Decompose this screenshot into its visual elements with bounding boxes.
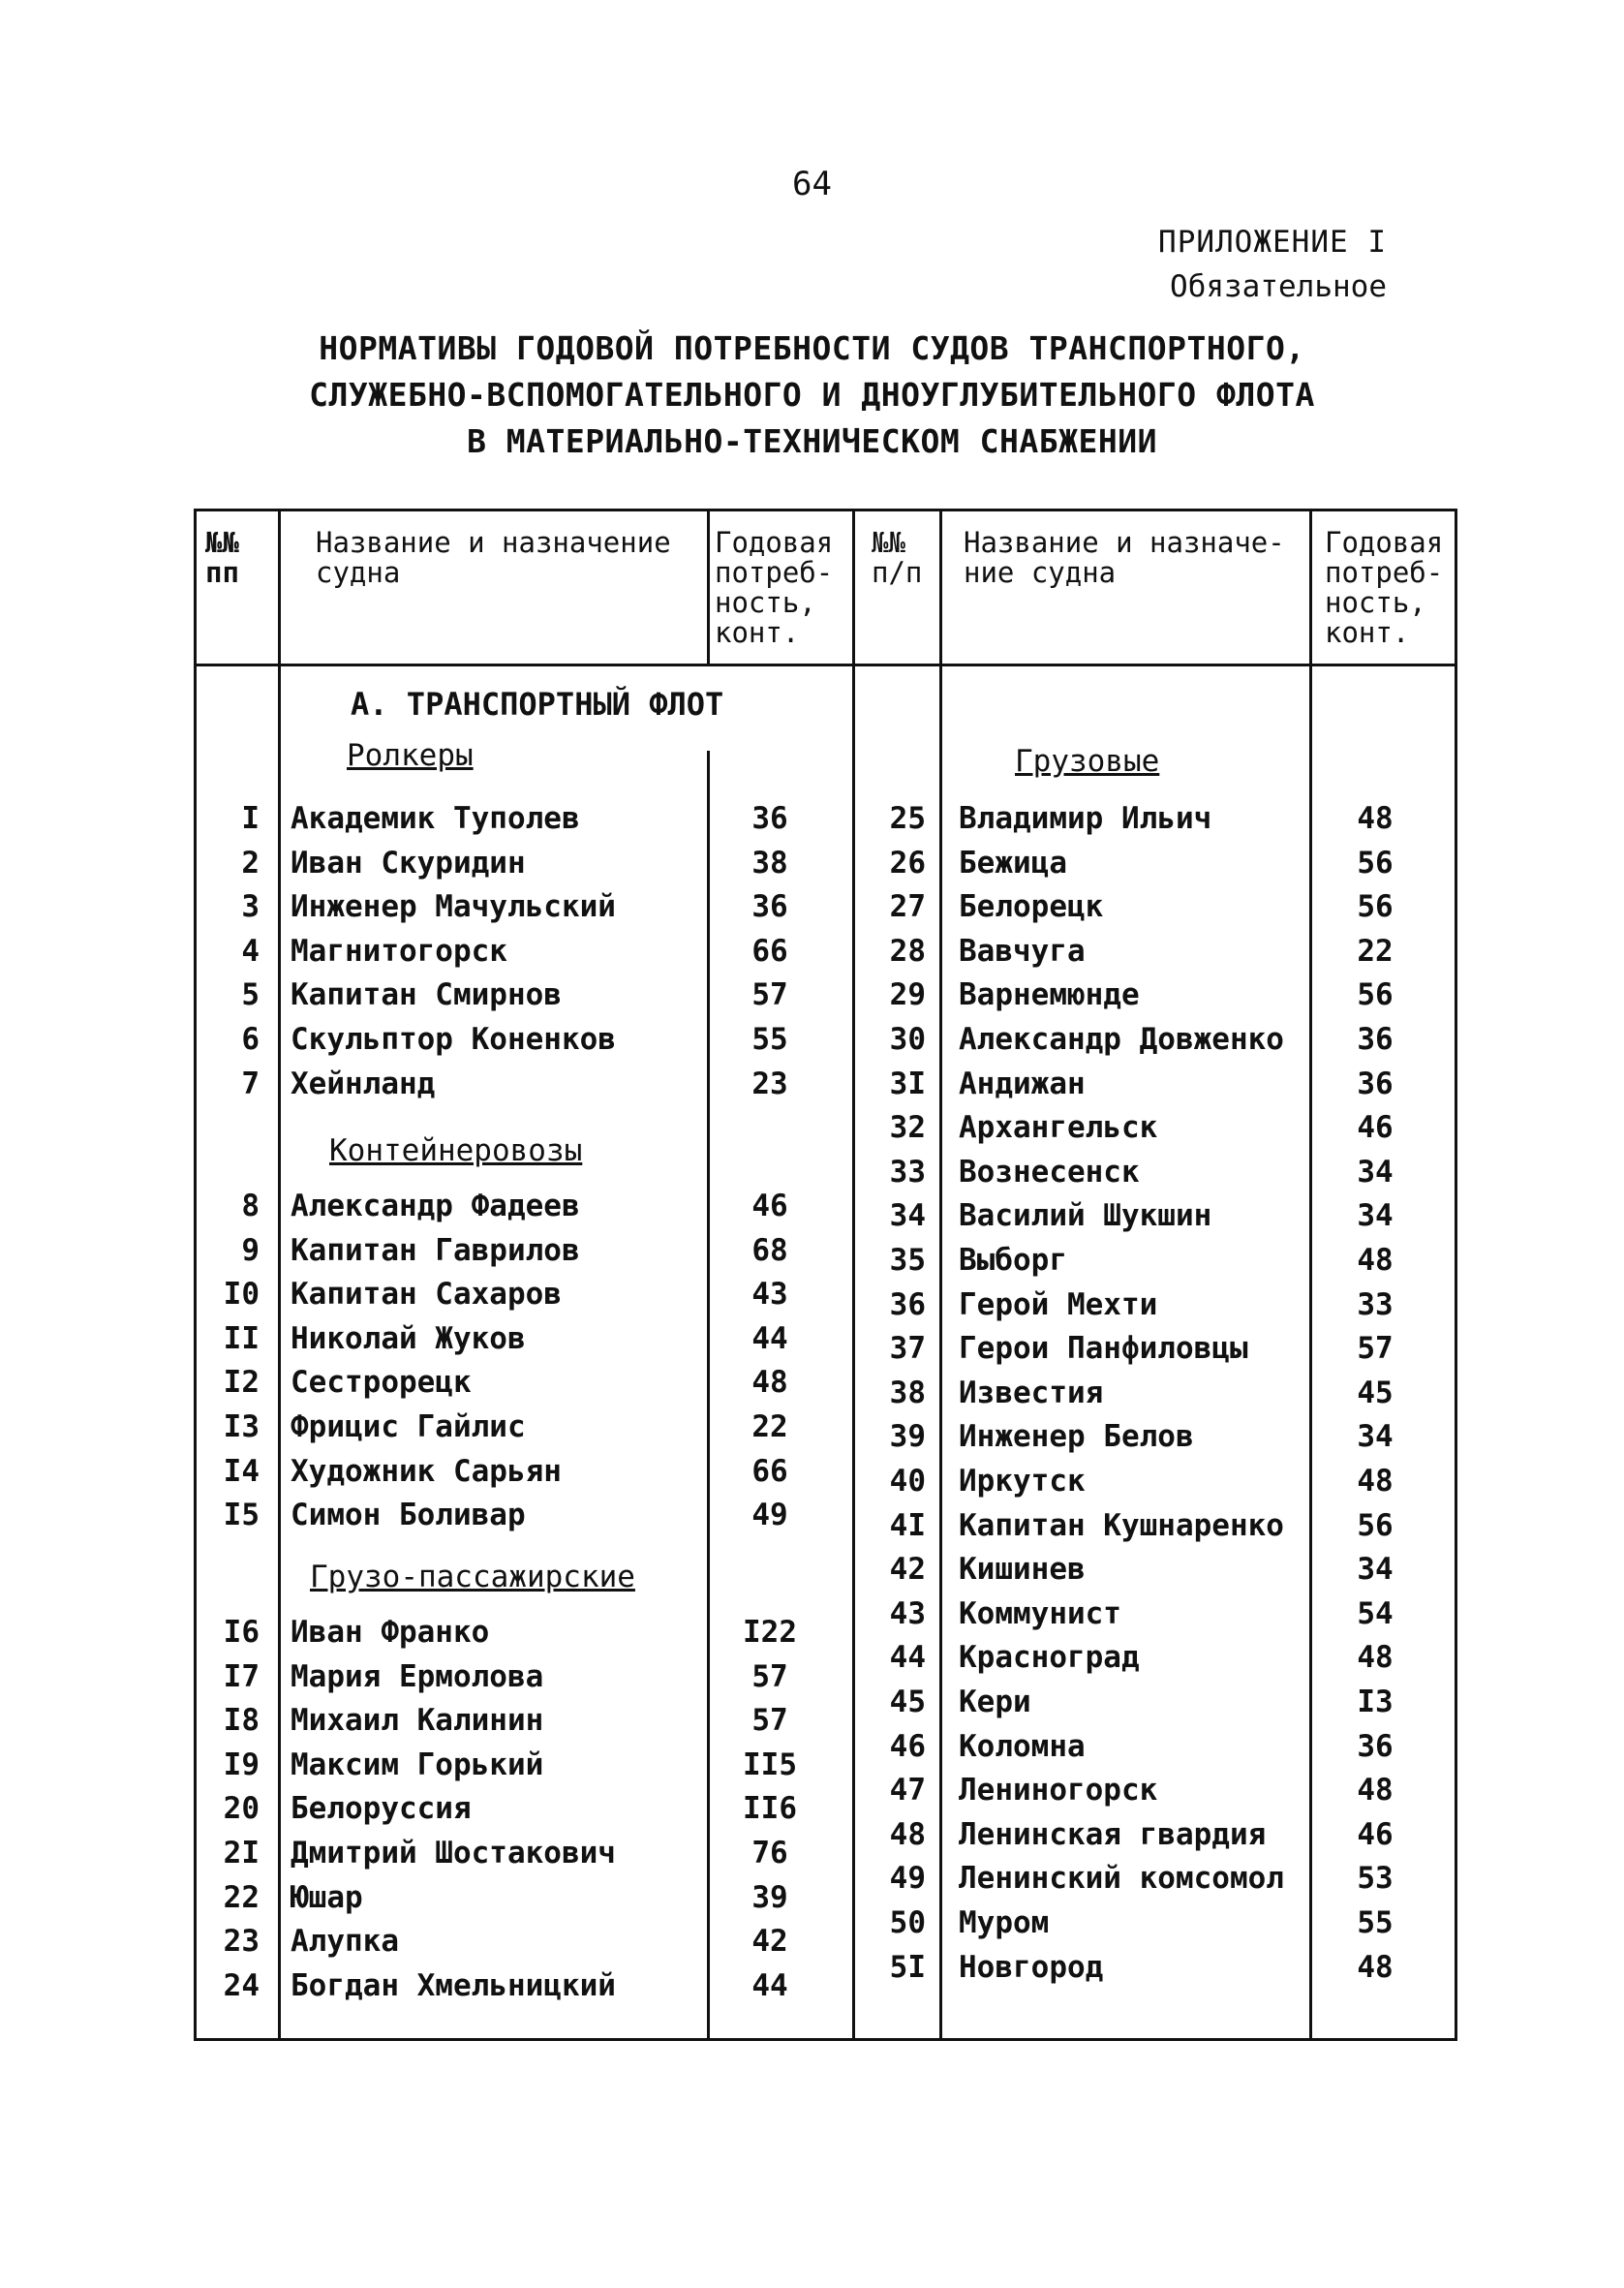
row-number: 49 (889, 1861, 926, 1897)
annual-demand: 55 (1357, 1905, 1394, 1940)
appendix-status: Обязательное (1170, 269, 1387, 304)
annual-demand: 76 (751, 1836, 788, 1871)
vessel-name: Новгород (959, 1949, 1104, 1985)
row-number: I5 (223, 1498, 260, 1533)
table-row (0, 1503, 1624, 1548)
annual-demand: 34 (1357, 1552, 1394, 1588)
table-top-border (194, 509, 1457, 511)
table-row (0, 1635, 1624, 1680)
row-number: I2 (223, 1365, 260, 1401)
annual-demand: 48 (1357, 1949, 1394, 1985)
row-number: 33 (889, 1154, 926, 1190)
annual-demand: 48 (751, 1365, 788, 1401)
annual-demand: 56 (1357, 977, 1394, 1013)
table-row (0, 1547, 1624, 1592)
annual-demand: 48 (1357, 1640, 1394, 1676)
vessel-name: Вознесенск (959, 1154, 1140, 1190)
subsection-cargo: Грузовые (1015, 744, 1160, 779)
subsection-cargo-passenger: Грузо-пассажирские (310, 1560, 635, 1594)
vessel-name: Ленинская гвардия (959, 1816, 1267, 1852)
annual-demand: 36 (751, 801, 788, 836)
vessel-name: Капитан Гаврилов (291, 1232, 580, 1268)
row-number: 40 (889, 1464, 926, 1499)
table-row (0, 1592, 1624, 1636)
vessel-name: Дмитрий Шостакович (291, 1836, 616, 1871)
vessel-name: Герои Панфиловцы (959, 1331, 1248, 1367)
vessel-name: Михаил Калинин (291, 1703, 544, 1739)
annual-demand: 57 (1357, 1331, 1394, 1367)
table-bottom-border (194, 2038, 1457, 2041)
table-row (0, 1150, 1624, 1194)
vessel-name: Ленинский комсомол (959, 1861, 1284, 1897)
row-number: 7 (241, 1066, 260, 1101)
appendix-label: ПРИЛОЖЕНИЕ I (1158, 225, 1387, 260)
vessel-name: Иван Франко (291, 1615, 490, 1650)
vessel-name: Кери (959, 1685, 1031, 1719)
annual-demand: 57 (751, 977, 788, 1013)
table-row (0, 1724, 1624, 1769)
row-number: I3 (223, 1409, 260, 1444)
annual-demand: 56 (1357, 1507, 1394, 1543)
row-number: I8 (223, 1703, 260, 1739)
row-number: I4 (223, 1453, 260, 1489)
row-number: 42 (889, 1552, 926, 1588)
vessel-name: Иван Скуридин (291, 845, 526, 881)
vessel-name: Архангельск (959, 1110, 1158, 1146)
row-number: 35 (889, 1243, 926, 1278)
vessel-name: Магнитогорск (291, 933, 507, 969)
annual-demand: 46 (1357, 1110, 1394, 1146)
vessel-name: Сестрорецк (291, 1365, 472, 1401)
table-row (0, 1459, 1624, 1503)
row-number: 32 (889, 1110, 926, 1146)
vessel-name: Мария Ермолова (291, 1658, 544, 1694)
row-number: 25 (889, 801, 926, 836)
table-header-separator (194, 664, 1457, 666)
vessel-name: Академик Туполев (291, 801, 580, 836)
annual-demand: 54 (1357, 1595, 1394, 1631)
row-number: 29 (889, 977, 926, 1013)
row-number: 43 (889, 1595, 926, 1631)
annual-demand: 22 (1357, 933, 1394, 969)
vessel-name: Белоруссия (291, 1791, 472, 1827)
vessel-name: Бежица (959, 845, 1067, 881)
annual-demand: 36 (1357, 1066, 1394, 1101)
row-number: 50 (889, 1905, 926, 1940)
annual-demand: 57 (751, 1658, 788, 1694)
annual-demand: 42 (751, 1924, 788, 1960)
annual-demand: 22 (751, 1409, 788, 1444)
row-number: 2 (241, 845, 260, 881)
vessel-name: Лениногорск (959, 1773, 1158, 1809)
vessel-name: Александр Фадеев (291, 1189, 580, 1223)
annual-demand: 48 (1357, 1464, 1394, 1499)
annual-demand: 55 (751, 1022, 788, 1057)
vessel-name: Коломна (959, 1728, 1086, 1764)
annual-demand: 36 (1357, 1022, 1394, 1057)
page-number: 64 (792, 165, 832, 203)
table-row (0, 1945, 1624, 1990)
vessel-name: Андижан (959, 1066, 1086, 1101)
row-number: I6 (223, 1615, 260, 1650)
row-number: I0 (223, 1277, 260, 1313)
annual-demand: 57 (751, 1703, 788, 1739)
annual-demand: 38 (751, 845, 788, 881)
header-right-name: Название и назначе- ние судна (964, 526, 1285, 589)
row-number: 28 (889, 933, 926, 969)
vessel-name: Богдан Хмельницкий (291, 1967, 616, 2003)
row-number: 46 (889, 1728, 926, 1764)
vessel-name: Герой Мехти (959, 1286, 1158, 1322)
table-row (0, 1414, 1624, 1459)
vessel-name: Художник Сарьян (291, 1453, 562, 1489)
row-number: 26 (889, 845, 926, 881)
table-row (0, 1680, 1624, 1724)
header-left-name: Название и назначение судна (316, 526, 671, 589)
row-number: 3 (241, 889, 260, 925)
table-row (0, 973, 1624, 1017)
column-divider-2 (707, 509, 710, 664)
row-number: 38 (889, 1375, 926, 1410)
annual-demand: II6 (743, 1791, 797, 1827)
annual-demand: 36 (1357, 1728, 1394, 1764)
annual-demand: 34 (1357, 1198, 1394, 1234)
vessel-name: Инженер Белов (959, 1419, 1194, 1455)
row-number: 8 (241, 1189, 260, 1223)
row-number: I9 (223, 1747, 260, 1782)
vessel-name: Коммунист (959, 1595, 1121, 1631)
subsection-container: Контейнеровозы (329, 1133, 583, 1168)
annual-demand: 68 (751, 1232, 788, 1268)
vessel-name: Инженер Мачульский (291, 889, 616, 925)
header-right-quantity: Годовая потреб- ность, конт. (1325, 526, 1444, 649)
table-row (0, 1326, 1624, 1371)
row-number: 23 (223, 1924, 260, 1960)
header-left-quantity: Годовая потреб- ность, конт. (715, 526, 834, 649)
row-number: I7 (223, 1658, 260, 1694)
row-number: I (241, 801, 260, 836)
vessel-name: Хейнланд (291, 1066, 436, 1101)
row-number: II (223, 1320, 260, 1356)
vessel-name: Юшар (291, 1879, 363, 1915)
row-number: 39 (889, 1419, 926, 1455)
row-number: 2I (223, 1836, 260, 1871)
row-number: 5I (889, 1949, 926, 1985)
row-number: 45 (889, 1685, 926, 1719)
vessel-name: Скульптор Коненков (291, 1022, 616, 1057)
table-row (0, 796, 1624, 841)
row-number: 48 (889, 1816, 926, 1852)
annual-demand: 43 (751, 1277, 788, 1313)
subsection-roro: Ролкеры (347, 738, 474, 773)
row-number: 4I (889, 1507, 926, 1543)
vessel-name: Выборг (959, 1243, 1067, 1278)
table-row (0, 1812, 1624, 1857)
table-row (0, 1768, 1624, 1812)
annual-demand: I22 (743, 1615, 797, 1650)
annual-demand: 23 (751, 1066, 788, 1101)
row-number: 34 (889, 1198, 926, 1234)
row-number: 37 (889, 1331, 926, 1367)
vessel-name: Максим Горький (291, 1747, 544, 1782)
row-number: 5 (241, 977, 260, 1013)
row-number: 47 (889, 1773, 926, 1809)
table-row (0, 1371, 1624, 1415)
annual-demand: 34 (1357, 1419, 1394, 1455)
annual-demand: 48 (1357, 1773, 1394, 1809)
document-title-line-2: СЛУЖЕБНО-ВСПОМОГАТЕЛЬНОГО И ДНОУГЛУБИТЕЛЬНОГО ФЛОТА (309, 376, 1315, 414)
vessel-name: Владимир Ильич (959, 801, 1212, 836)
row-number: 36 (889, 1286, 926, 1322)
annual-demand: 45 (1357, 1375, 1394, 1410)
vessel-name: Кишинев (959, 1552, 1086, 1588)
table-row (0, 929, 1624, 974)
row-number: 24 (223, 1967, 260, 2003)
document-title-line-1: НОРМАТИВЫ ГОДОВОЙ ПОТРЕБНОСТИ СУДОВ ТРАНСПОРТНОГО, (319, 329, 1305, 367)
annual-demand: 48 (1357, 1243, 1394, 1278)
annual-demand: 49 (751, 1498, 788, 1533)
header-right-number: №№ п/п (872, 526, 923, 589)
document-title-line-3: В МАТЕРИАЛЬНО-ТЕХНИЧЕСКОМ СНАБЖЕНИИ (467, 422, 1157, 460)
vessel-name: Муром (959, 1905, 1050, 1940)
annual-demand: 33 (1357, 1286, 1394, 1322)
vessel-name: Иркутск (959, 1464, 1086, 1499)
table-row (0, 884, 1624, 929)
annual-demand: I3 (1357, 1685, 1394, 1719)
vessel-name: Николай Жуков (291, 1320, 526, 1356)
annual-demand: 56 (1357, 845, 1394, 881)
annual-demand: 46 (1357, 1816, 1394, 1852)
table-row (0, 841, 1624, 885)
table-row (0, 1238, 1624, 1283)
vessel-name: Алупка (291, 1924, 399, 1960)
row-number: 27 (889, 889, 926, 925)
vessel-name: Известия (959, 1375, 1104, 1410)
annual-demand: 48 (1357, 801, 1394, 836)
row-number: 4 (241, 933, 260, 969)
header-left-number: №№ пп (205, 526, 239, 589)
table-row (0, 1856, 1624, 1901)
vessel-name: Капитан Сахаров (291, 1277, 562, 1313)
table-row (0, 1193, 1624, 1238)
table-row (0, 1062, 1624, 1106)
annual-demand: 46 (751, 1189, 788, 1223)
vessel-name: Вавчуга (959, 933, 1086, 969)
row-number: 9 (241, 1232, 260, 1268)
table-row (0, 1017, 1624, 1062)
vessel-name: Красноград (959, 1640, 1140, 1676)
table-row (0, 1901, 1624, 1945)
annual-demand: 56 (1357, 889, 1394, 925)
table-row (0, 1283, 1624, 1327)
annual-demand: II5 (743, 1747, 797, 1782)
vessel-name: Капитан Смирнов (291, 977, 562, 1013)
table-row (0, 1105, 1624, 1150)
vessel-name: Василий Шукшин (959, 1198, 1212, 1234)
annual-demand: 66 (751, 933, 788, 969)
row-number: 20 (223, 1791, 260, 1827)
vessel-name: Белорецк (959, 889, 1104, 925)
vessel-name: Александр Довженко (959, 1022, 1284, 1057)
vessel-name: Варнемюнде (959, 977, 1140, 1013)
row-number: 6 (241, 1022, 260, 1057)
annual-demand: 66 (751, 1453, 788, 1489)
row-number: 22 (223, 1879, 260, 1915)
vessel-name: Фрицис Гайлис (291, 1409, 526, 1444)
row-number: 30 (889, 1022, 926, 1057)
row-number: 3I (889, 1066, 926, 1101)
vessel-name: Капитан Кушнаренко (959, 1507, 1284, 1543)
row-number: 44 (889, 1640, 926, 1676)
annual-demand: 36 (751, 889, 788, 925)
annual-demand: 34 (1357, 1154, 1394, 1190)
annual-demand: 39 (751, 1879, 788, 1915)
section-heading: А. ТРАНСПОРТНЫЙ ФЛОТ (351, 686, 724, 723)
annual-demand: 53 (1357, 1861, 1394, 1897)
annual-demand: 44 (751, 1967, 788, 2003)
vessel-name: Симон Боливар (291, 1498, 526, 1533)
annual-demand: 44 (751, 1320, 788, 1356)
